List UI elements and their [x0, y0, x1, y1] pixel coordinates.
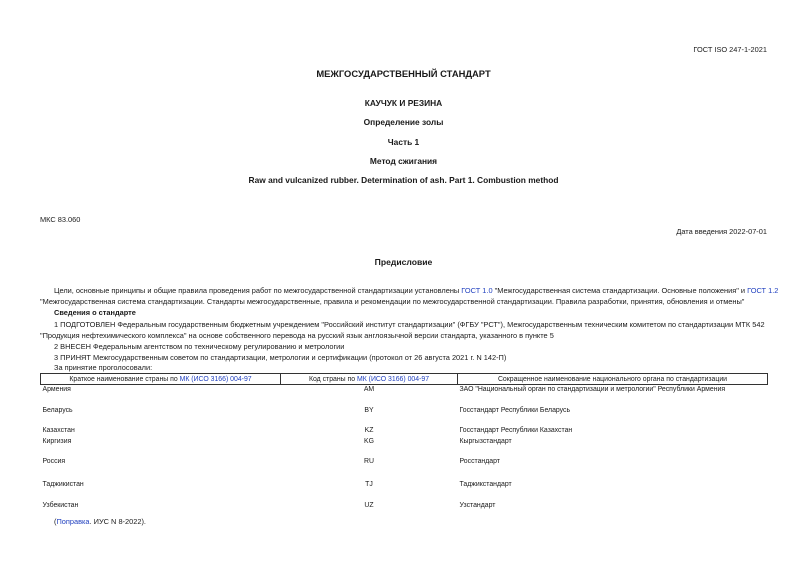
- body-cell: Кыргызстандарт: [459, 437, 512, 445]
- subtitle: Определение золы: [363, 117, 444, 127]
- foreword-paragraph-1-continued: "Межгосударственная система стандартизации. Стандарты межгосударственные, правила и рекомендации по межгосударственной стандартизации. Правила разработки, принятия, обновления и отмены": [40, 297, 745, 306]
- standard-type-title: МЕЖГОСУДАРСТВЕННЫЙ СТАНДАРТ: [316, 68, 491, 79]
- voted-label: За принятие проголосовали:: [54, 363, 153, 372]
- code-cell: BY: [364, 406, 374, 414]
- code-cell: AM: [363, 386, 375, 393]
- table-row: [41, 480, 768, 501]
- column-header-country-text: Краткое наименование страны по: [69, 375, 180, 383]
- foreword-paragraph-1: [40, 285, 779, 296]
- column-header-country: [41, 374, 281, 385]
- country-cell: Киргизия: [42, 437, 72, 445]
- body-cell: ЗАО "Национальный орган по стандартизации и метрологии" Республики Армения: [459, 386, 726, 393]
- code-cell: KG: [364, 437, 374, 445]
- intro-date: Дата введения 2022-07-01: [676, 227, 767, 236]
- code-cell: RU: [364, 457, 374, 465]
- column-header-code-text: Код страны по: [308, 375, 358, 383]
- amendment-link[interactable]: Поправка: [56, 517, 90, 526]
- code-cell: UZ: [364, 501, 374, 509]
- foreword-p1-text: Цели, основные принципы и общие правила проведения работ по межгосударственной стандартизации установлены: [54, 286, 462, 295]
- method-title: Метод сжигания: [369, 156, 438, 166]
- table-row: [41, 385, 768, 406]
- item-3-adopted: 3 ПРИНЯТ Межгосударственным советом по стандартизации, метрологии и сертификации (протокол от 26 августа 2021 г. N 142-П): [54, 353, 507, 362]
- item-1-continued: "Продукция нефтехимического комплекса" на основе собственного перевода на русский язык англоязычной версии стандарта, указанного в пункте 5: [40, 331, 554, 340]
- gost-1-2-link[interactable]: ГОСТ 1.2: [747, 286, 779, 295]
- part-title: Часть 1: [387, 137, 420, 147]
- code-cell: TJ: [365, 480, 373, 488]
- country-cell: Россия: [42, 457, 66, 465]
- country-cell: Узбекистан: [42, 501, 79, 509]
- country-cell: Таджикистан: [42, 480, 84, 488]
- standard-info-heading: Сведения о стандарте: [54, 308, 136, 317]
- body-cell: Госстандарт Республики Беларусь: [459, 406, 571, 414]
- document-code: ГОСТ ISO 247-1-2021: [693, 45, 767, 54]
- column-header-body: Сокращенное наименование национального органа по стандартизации: [458, 374, 768, 385]
- column-header-code: [281, 374, 458, 385]
- gost-1-0-link[interactable]: ГОСТ 1.0: [461, 286, 493, 295]
- item-1-prepared: 1 ПОДГОТОВЛЕН Федеральным государственным бюджетным учреждением "Российский институт стандартизации" (ФГБУ "РСТ"), Межгосударственным техническим комитетом по стандартизации МТК 542: [54, 320, 765, 329]
- body-cell: Узстандарт: [459, 501, 496, 509]
- table-row: [41, 406, 768, 426]
- body-cell: Госстандарт Республики Казахстан: [459, 426, 573, 434]
- mk-iso-3166-link[interactable]: МК (ИСО 3166) 004-97: [357, 375, 430, 383]
- amendment-open-paren: (: [54, 517, 57, 526]
- foreword-p1-mid: "Межгосударственная система стандартизации. Основные положения" и: [492, 286, 748, 295]
- body-cell: Таджикстандарт: [459, 480, 512, 488]
- foreword-heading: Предисловие: [374, 257, 433, 267]
- amendment-text: . ИУС N 8-2022).: [89, 517, 146, 526]
- country-cell: Армения: [42, 386, 71, 393]
- table-row: [41, 457, 768, 480]
- amendment-note: [54, 517, 146, 526]
- mk-iso-3166-link[interactable]: МК (ИСО 3166) 004-97: [179, 375, 252, 383]
- english-title: Raw and vulcanized rubber. Determination of ash. Part 1. Combustion method: [248, 175, 559, 185]
- voting-countries-table: [40, 373, 768, 513]
- table-header-row: [41, 374, 768, 385]
- country-cell: Казахстан: [42, 426, 75, 434]
- country-cell: Беларусь: [42, 406, 73, 414]
- item-2-introduced: 2 ВНЕСЕН Федеральным агентством по техническому регулированию и метрологии: [54, 342, 345, 351]
- body-cell: Росстандарт: [459, 457, 500, 465]
- table-row: [41, 437, 768, 457]
- mks-code: МКС 83.060: [40, 215, 81, 224]
- subject-title: КАУЧУК И РЕЗИНА: [364, 98, 443, 108]
- table-row: [41, 501, 768, 513]
- table-row: [41, 426, 768, 437]
- code-cell: KZ: [364, 426, 374, 434]
